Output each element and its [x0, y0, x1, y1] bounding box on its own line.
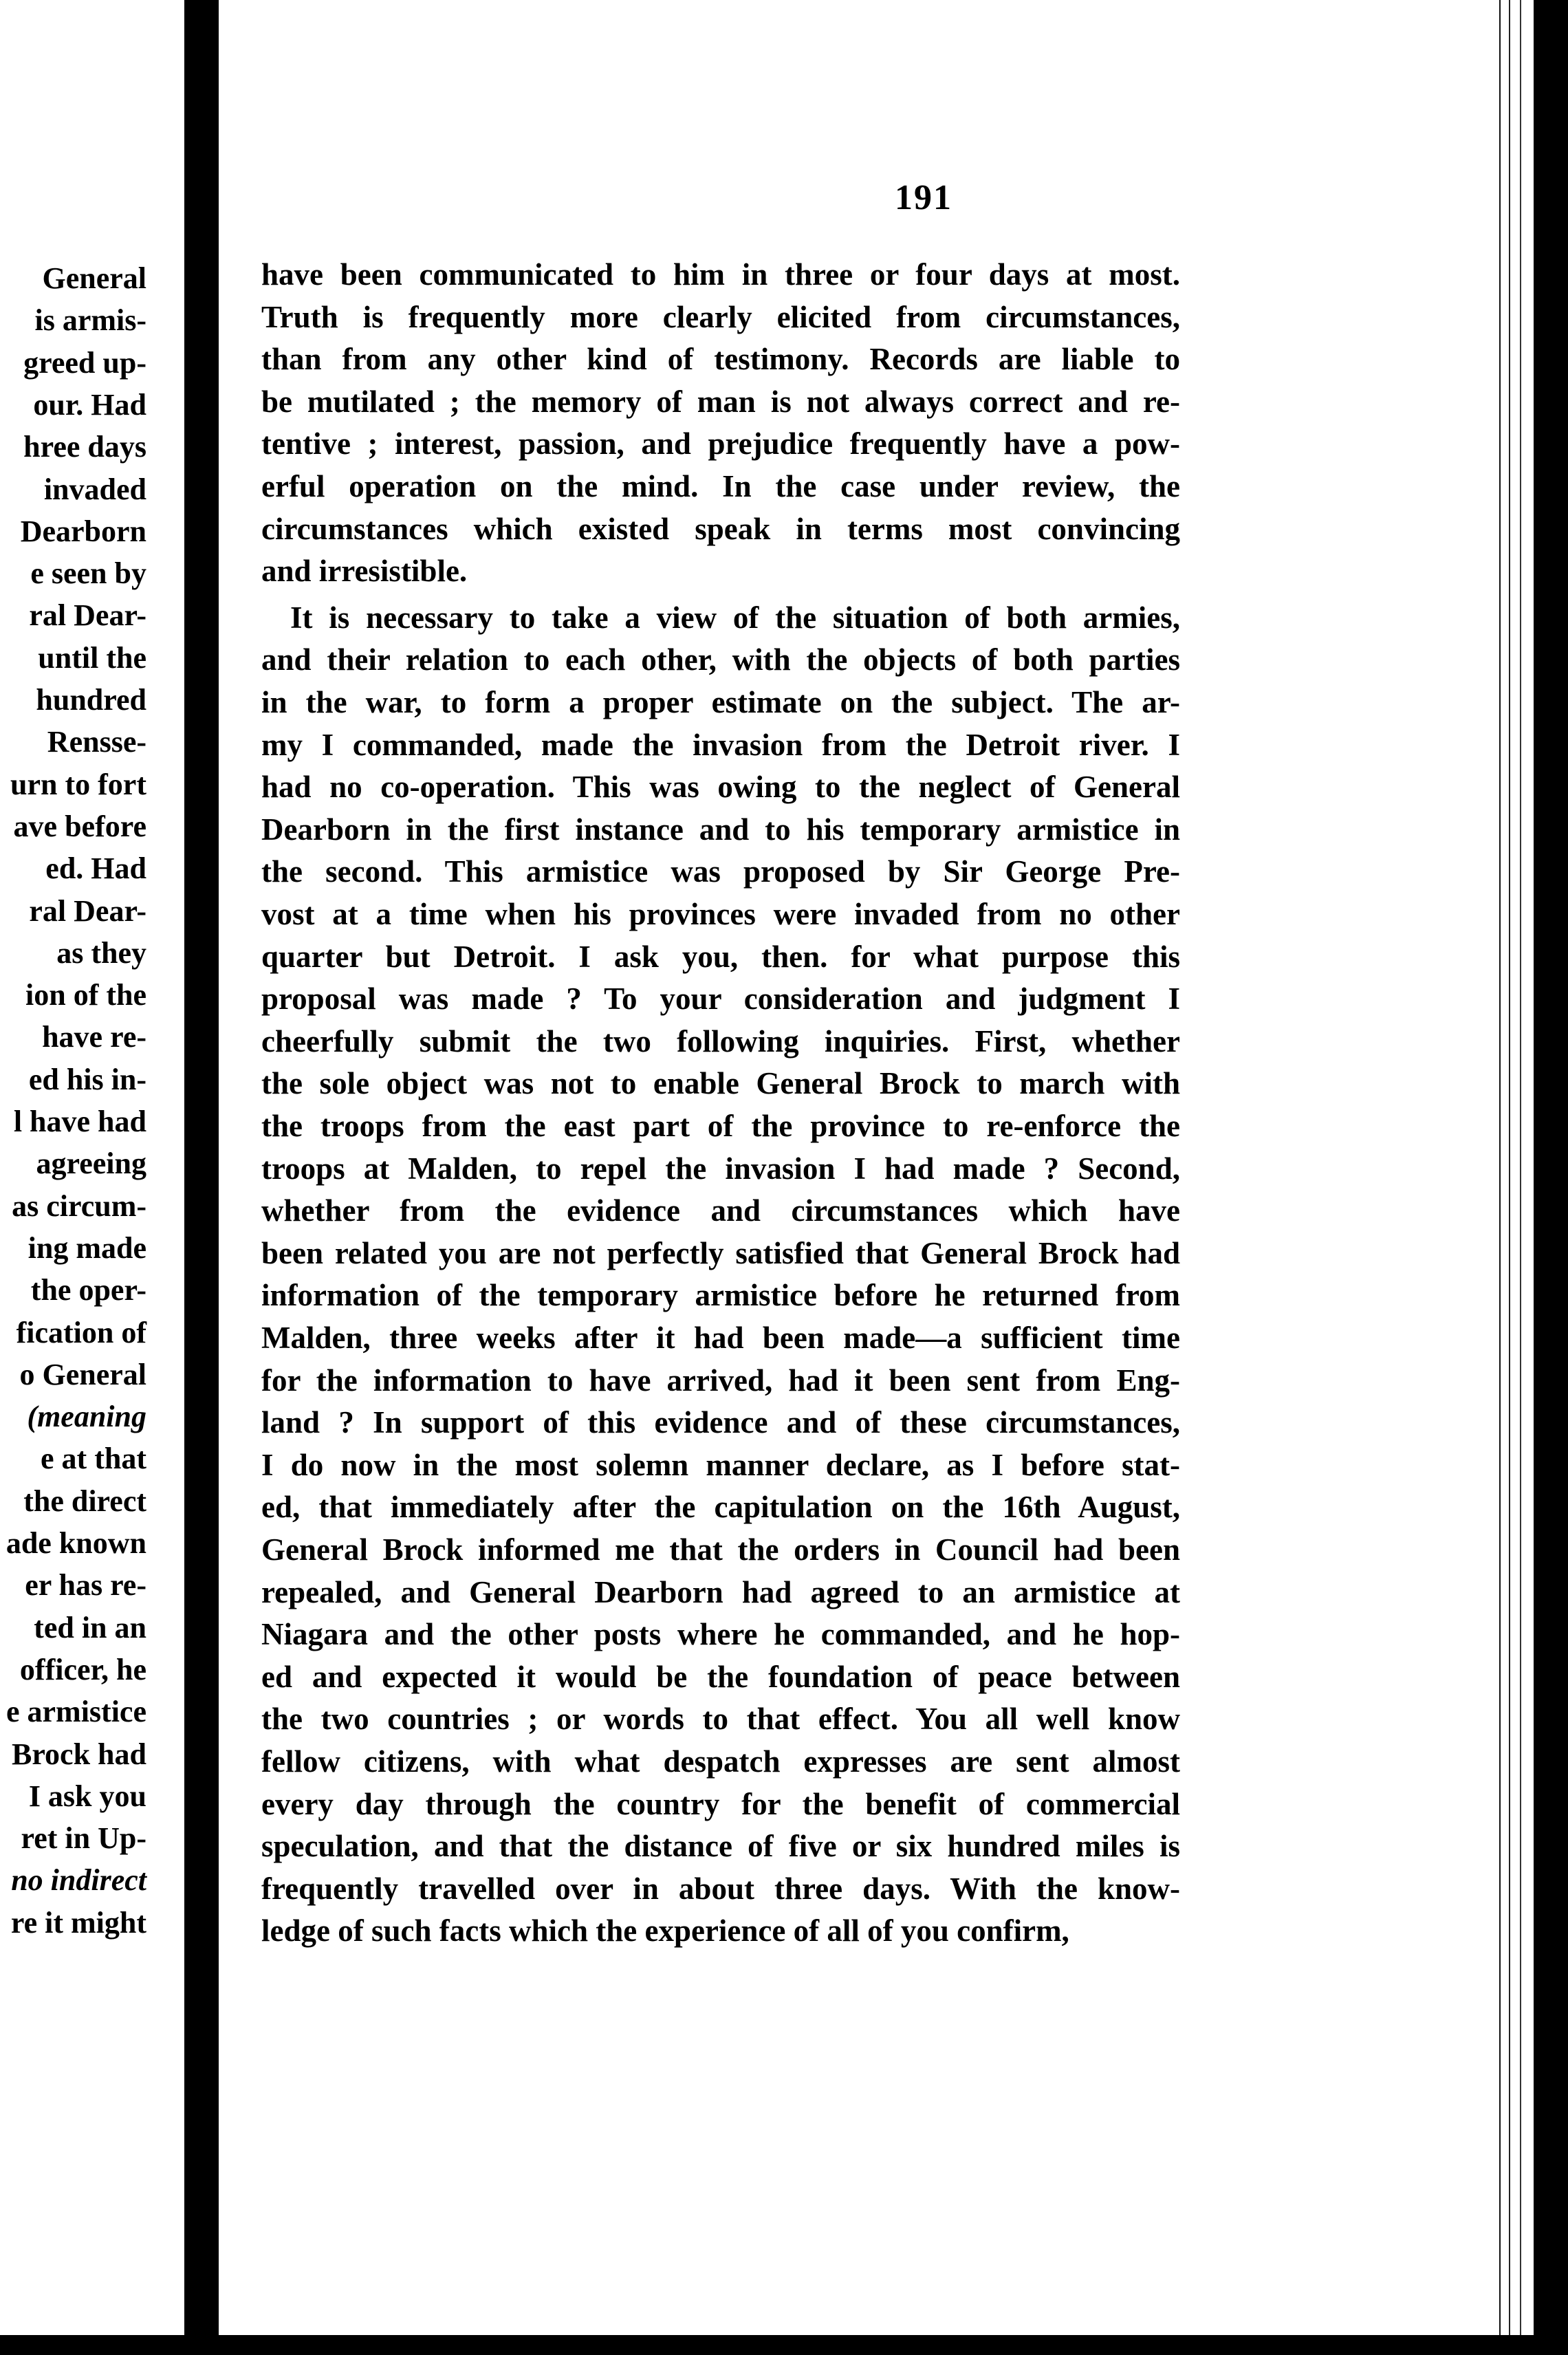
left-text-line: the oper-	[30, 1273, 146, 1307]
text-line: fellow citizens, with what despatch expresses are sent almost	[261, 1744, 1180, 1779]
page-edge-shadow	[1534, 0, 1546, 2355]
text-line: the two countries ; or words to that effect. You all well know	[261, 1702, 1180, 1737]
left-text-line: ted in an	[34, 1610, 146, 1645]
text-line: General Brock informed me that the orders in Council had been	[261, 1532, 1180, 1567]
text-line: Truth is frequently more clearly elicited from circumstances,	[261, 299, 1180, 334]
text-line: whether from the evidence and circumstances which have	[261, 1193, 1180, 1228]
text-line: troops at Malden, to repel the invasion I had made ? Second,	[261, 1151, 1180, 1186]
left-text-line: Rensse-	[47, 725, 146, 759]
left-text-line: as they	[56, 935, 146, 970]
page-number: 191	[895, 178, 952, 217]
text-line: and irresistible.	[261, 554, 468, 589]
text-line: Malden, three weeks after it had been made—a sufficient time	[261, 1321, 1180, 1355]
text-line: in the war, to form a proper estimate on the subject. The ar-	[261, 685, 1180, 719]
text-line: every day through the country for the benefit of commercial	[261, 1786, 1180, 1821]
text-line: I do now in the most solemn manner declare, as I before stat-	[261, 1447, 1180, 1482]
left-text-line: is armis-	[34, 303, 146, 338]
left-text-line: re it might	[10, 1905, 146, 1940]
text-line: speculation, and that the distance of five or six hundred miles is	[261, 1829, 1180, 1864]
text-line: frequently travelled over in about three days. With the know-	[261, 1871, 1180, 1906]
left-text-line: until the	[38, 640, 146, 675]
text-line: It is necessary to take a view of the situation of both armies,	[290, 600, 1180, 635]
text-line: land ? In support of this evidence and of these circumstances,	[261, 1405, 1180, 1440]
left-text-line: Dearborn	[20, 514, 146, 548]
text-line: vost at a time when his provinces were invaded from no other	[261, 897, 1180, 931]
left-text-line: have re-	[42, 1020, 146, 1054]
text-line: had no co-operation. This was owing to the neglect of General	[261, 770, 1180, 805]
text-line: proposal was made ? To your consideration and judgment I	[261, 981, 1180, 1017]
left-text-line: ral Dear-	[29, 893, 146, 928]
left-text-line: General	[42, 261, 146, 295]
left-text-line: fication of	[16, 1315, 146, 1349]
text-line: be mutilated ; the memory of man is not always correct and re-	[261, 384, 1180, 419]
text-line: for the information to have arrived, had it been sent from Eng-	[261, 1363, 1180, 1398]
text-line: than from any other kind of testimony. Records are liable to	[261, 342, 1180, 377]
left-text-line: ret in Up-	[21, 1821, 146, 1856]
text-line: ed, that immediately after the capitulation on the 16th August,	[261, 1490, 1180, 1525]
text-line: my I commanded, made the invasion from the Detroit river. I	[261, 727, 1180, 762]
left-text-line: Brock had	[11, 1737, 146, 1771]
left-text-line: l have had	[13, 1105, 146, 1138]
text-line: repealed, and General Dearborn had agreed to an armistice at	[261, 1574, 1180, 1609]
text-line: cheerfully submit the two following inquiries. First, whether	[261, 1023, 1180, 1059]
left-text-line: ing made	[28, 1230, 146, 1265]
text-line: information of the temporary armistice before he returned from	[261, 1278, 1180, 1313]
left-text-line: e seen by	[30, 556, 146, 591]
text-line: Niagara and the other posts where he commanded, and he hop-	[261, 1617, 1180, 1652]
book-gutter	[184, 0, 219, 2355]
left-text-line: e armistice	[6, 1695, 146, 1729]
left-text-line: ade known	[6, 1526, 146, 1560]
left-text-line: ed. Had	[45, 851, 146, 886]
left-text-line: I ask you	[28, 1779, 146, 1813]
text-line: circumstances which existed speak in terms most convincing	[261, 511, 1180, 546]
left-text-line: ed his in-	[28, 1062, 146, 1096]
text-line: tentive ; interest, passion, and prejudice frequently have a pow-	[261, 426, 1180, 462]
left-text-line: the direct	[23, 1484, 146, 1518]
text-line: ledge of such facts which the experience of all of you confirm,	[261, 1913, 1069, 1949]
text-line: have been communicated to him in three or four days at most.	[261, 257, 1180, 292]
text-line: erful operation on the mind. In the case under review, the	[261, 469, 1180, 503]
text-line: the troops from the east part of the province to re-enforce the	[261, 1109, 1180, 1143]
left-text-line: invaded	[43, 472, 146, 506]
left-text-line: agreeing	[36, 1147, 146, 1181]
left-text-line: urn to fort	[10, 767, 146, 801]
text-line: been related you are not perfectly satisfied that General Brock had	[261, 1235, 1180, 1270]
left-text-line: e at that	[41, 1442, 146, 1476]
left-page-fragment	[0, 0, 198, 2335]
text-line: quarter but Detroit. I ask you, then. for what purpose this	[261, 939, 1180, 974]
text-line: ed and expected it would be the foundation of peace between	[261, 1659, 1180, 1694]
text-line: the second. This armistice was proposed by Sir George Pre-	[261, 854, 1180, 889]
left-text-line: ral Dear-	[29, 598, 146, 633]
scan-bottom-edge	[0, 2335, 1568, 2355]
left-text-line: o General	[19, 1357, 146, 1391]
right-page	[219, 0, 1546, 2355]
left-text-line: our. Had	[33, 387, 146, 422]
left-text-line: ion of the	[25, 978, 146, 1012]
text-line: and their relation to each other, with the objects of both parties	[261, 642, 1180, 677]
left-text-line: greed up-	[23, 345, 146, 380]
left-text-line: hundred	[36, 683, 146, 717]
left-text-line: (meaning	[27, 1400, 146, 1434]
text-line: the sole object was not to enable General Brock to march with	[261, 1066, 1180, 1101]
left-text-line: er has re-	[25, 1568, 146, 1603]
left-text-line: officer, he	[19, 1652, 146, 1686]
left-text-line: ave before	[13, 809, 146, 843]
text-line: Dearborn in the first instance and to his temporary armistice in	[261, 812, 1180, 847]
page-edge-lines	[1492, 0, 1534, 2355]
left-text-line: no indirect	[11, 1863, 146, 1898]
left-text-line: as circum-	[12, 1189, 146, 1223]
left-text-line: hree days	[23, 430, 146, 464]
